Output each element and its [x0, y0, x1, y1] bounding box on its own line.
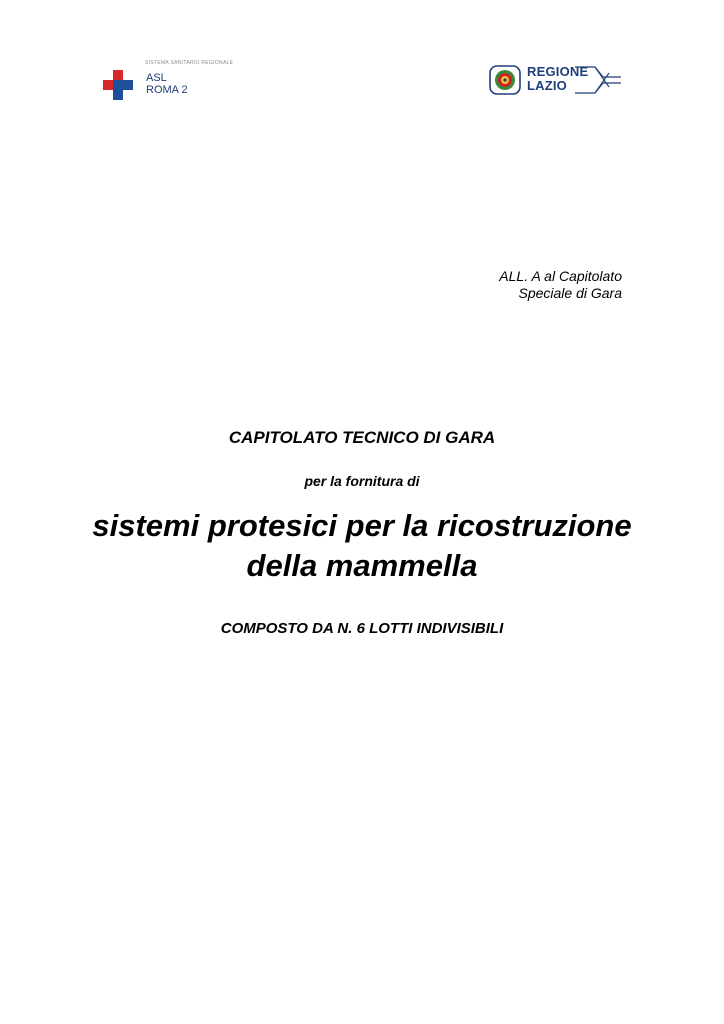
document-subject-line2: della mammella: [246, 548, 478, 583]
regione-lazio-logo: [489, 63, 621, 97]
asl-roma2-logo: [103, 58, 253, 102]
document-lots: COMPOSTO DA N. 6 LOTTI INDIVISIBILI: [220, 620, 504, 637]
asl-name-line2: ROMA 2: [146, 84, 188, 96]
asl-name: [146, 72, 188, 96]
document-title: CAPITOLATO TECNICO DI GARA: [228, 428, 496, 447]
document-subtitle: per la fornitura di: [304, 473, 420, 489]
regione-lazio-emblem-icon: [489, 65, 521, 95]
attachment-reference: [499, 268, 622, 302]
lazio-text-line2: LAZIO: [527, 78, 567, 93]
document-subject-line1: sistemi protesici per la ricostruzione: [92, 508, 632, 543]
lazio-text-line1: REGIONE: [527, 64, 589, 79]
attachment-line1: ALL. A al Capitolato: [499, 268, 622, 284]
lazio-decorative-lines-icon: [575, 63, 621, 97]
attachment-line2: Speciale di Gara: [518, 285, 622, 301]
asl-system-text: SISTEMA SANITARIO REGIONALE: [145, 60, 234, 66]
red-blue-cross-icon: [103, 70, 133, 100]
asl-name-line1: ASL: [146, 72, 167, 84]
document-subject: [0, 506, 724, 586]
